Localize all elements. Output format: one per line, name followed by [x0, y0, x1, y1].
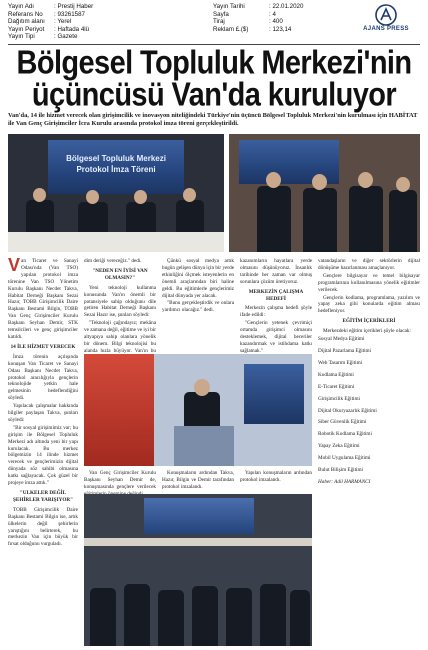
ajans-press-logo	[358, 4, 414, 32]
article-column-4	[240, 258, 312, 354]
paragraph: Merkezdeki eğitim içerikleri şöyle olacak:	[323, 328, 411, 335]
list-item: Dijital Pazarlama Eğitimi	[318, 347, 372, 354]
list-item: Yapay Zeka Eğitimi	[318, 443, 360, 450]
head-table	[84, 538, 312, 546]
intro-text: an Ticaret ve Sanayi Odası'nda (Van TSO) yapılan protokol imza törenine Van TSO Yönetim Kurulu Başkanı Necdet Takva, Habitat Derneği Başkanı Sezai Hazır, TOBB Girişimcilik Daire Başkanı Bestami Bilgin, TOBB Van Genç Girişimciler Kurulu Başkanı Seyhan Demir, STK temsilcileri ve genç girişimciler katıldı.	[8, 258, 78, 340]
list-item: E-Ticaret Eğitimi	[318, 383, 355, 390]
ajans-press-logo-icon	[375, 4, 397, 26]
paragraph: "Bunu gerçekleştirdik ve onlara yardımcı olacağız." dedi.	[162, 300, 234, 314]
side-photo-handshake	[229, 134, 420, 252]
meta-row: Reklam £.($) : 123,14	[213, 25, 292, 33]
lectern	[174, 426, 234, 466]
subhead: "NEDEN EN İYİSİ VAN OLMASIN?"	[92, 267, 148, 281]
person-head	[358, 172, 373, 188]
subhead: MERKEZİN ÇALIŞMA HEDEFİ	[248, 288, 304, 302]
list-item: Mobil Uygulama Eğitimi	[318, 455, 371, 462]
article-column-3	[162, 258, 234, 350]
paragraph: Gençlerin kodlama, programlama, yazılım ve yapay zeka gibi konularda eğitim alması hedefleniyor.	[318, 294, 420, 315]
person-head	[86, 190, 99, 204]
meta-row: Yayın Tipi : Gazete	[8, 33, 78, 41]
person-head	[312, 174, 327, 190]
meta-row: Yayın Adı : Prestij Haber	[8, 3, 94, 10]
logo-text: AJANS PRESS	[363, 26, 409, 32]
paragraph: Yeni teknoloji kullanma konusunda Van'ın önemli bir potansiyele sahip olduğunu dile getiren Habitat Derneği Başkanı Sezai Hazır ise, şunları söyledi:	[84, 284, 156, 319]
list-item: Sosyal Medya Eğitimi	[318, 336, 365, 343]
person-head	[33, 188, 46, 202]
paragraph: "Bir sosyal girişimimiz var; bu girişim ile Bölgesel Topluluk Merkezi adı altında yeni bir yapı kurulacak. Bu merkez bölgemizin 14 ilinde hizmet verecek ve gençlerimizin dijital dünyada söz sahibi olmasına katkı sağlayacak. Çok güzel bir projeye imza attık."	[8, 424, 78, 487]
main-photo-signing	[8, 134, 224, 252]
list-item: Siber Güvenlik Eğitimi	[318, 419, 367, 426]
audience-photo	[84, 494, 312, 646]
byline: Haber: Adil HARMANCI	[318, 478, 371, 485]
audience-member	[90, 588, 116, 646]
article-column-3-lower	[162, 470, 234, 490]
paragraph: kazanımların hayatlara yerde olmasını düşünüyoruz. İnsanlık tarihinde her zaman var olmuş sorunlara çözüm üretiyoruz.	[240, 258, 312, 285]
article-column-2	[84, 258, 156, 354]
article-column-4-lower	[240, 470, 312, 490]
presentation-screen	[48, 140, 184, 194]
paragraph: Çünkü sosyal medya artık bugün gelişen dünya için bir yerde etkinliğini ölçmek isteyenlerin en önemli araçlarından biri haline geldi. Bu eğitimlerle gençlerimiz dijital dünyada yer alacak.	[162, 258, 234, 299]
meta-row: Tiraj : 400	[213, 18, 283, 26]
list-item: Web Tasarım Eğitimi	[318, 359, 363, 366]
subhead: 14 İLE HİZMET VERECEK	[10, 343, 76, 350]
meta-right	[213, 3, 303, 33]
person	[303, 188, 337, 252]
person	[389, 190, 417, 252]
paragraph: Konuşmaların ardından Takva, Hazır, Bilgin ve Demir tarafından protokol imzalandı.	[162, 470, 234, 490]
paragraph: Yapılan konuşmaların ardından protokol imzalandı.	[240, 470, 312, 483]
paragraph: Merkezin çalışma hedefi şöyle ifade edildi:	[240, 305, 312, 319]
meta-row: Sayfa : 4	[213, 10, 276, 18]
audience-member	[260, 584, 286, 646]
person	[349, 186, 383, 252]
subhead: "ULKELER DEĞİL ŞEHİRLER YARIŞIYOR"	[12, 490, 73, 503]
audience-member	[226, 588, 252, 646]
lead-paragraph: Van'da, 14 ile hizmet verecek olan girişimcilik ve inovasyon niteliğindeki Türkiye'nin üçüncü Bölgesel Topluluk Merkezi'nin kurulması için HABİTAT ile Van Genç Girişimciler İcra Kurulu arasında protokol imza töreni gerçekleştirildi.	[8, 112, 418, 127]
person-head	[266, 172, 281, 188]
headline-line-2: üçüncüsü Van'da kuruluyor	[31, 76, 397, 114]
person	[257, 186, 291, 252]
subhead: EĞİTİM İÇERİKLERİ	[342, 318, 396, 325]
paragraph: dim deriği vereceğiz." dedi.	[84, 258, 142, 264]
audience-member	[290, 590, 310, 646]
paragraph: "Teknoloji çağındayız; mekâna ve zamana değil, eğitime ve iyi bir altyapıya sahip olanlara yönelik bir dönem. Bilgi teknolojisi bu alanda hızla büyüyor. Van'ın bu	[84, 320, 156, 354]
list-item: Kodlama Eğitimi	[318, 371, 354, 378]
paragraph: "Gençlerin yetenek çevrimiçi ortamda girişimci olmasını desteklemek, dijital beceriler kazandırmak ve istihdama katkı sağlamak."	[240, 320, 312, 354]
person-head	[134, 190, 147, 204]
audience-member	[124, 584, 150, 646]
audience-member	[192, 586, 218, 646]
article-column-2-lower	[84, 470, 156, 490]
paragraph: Gençlere bilgisayar ve temel bilgisayar programlarının kullanılmasına yönelik eğitimler verilecek.	[318, 272, 420, 293]
speech-photo	[84, 354, 312, 466]
paragraph: Van Genç Girişimciler Kurulu Başkanı Seyhan Demir de, konuşmasında gençlere verilecek	[84, 470, 156, 490]
signing-table	[8, 232, 224, 252]
paragraph: Yapılacak çalışmalar hakkında bilgiler paylaşan Takva, şunları söyledi:	[8, 403, 78, 423]
banner-stand	[84, 354, 154, 466]
list-item: Dijital Okuryazarlık Eğitimi	[318, 407, 377, 414]
person-head	[396, 177, 410, 192]
presentation-screen	[244, 364, 304, 424]
audience-member	[158, 590, 184, 646]
article-column-5	[318, 258, 420, 646]
screen-subtitle: Protokol İmza Töreni	[76, 165, 156, 174]
meta-left	[8, 3, 93, 41]
headline-line-1: Bölgesel Topluluk Merkezi'nin	[16, 44, 412, 82]
speaker-head	[194, 379, 210, 396]
meta-row: Dağıtım alanı : Yerel	[8, 18, 72, 26]
drop-cap: V	[8, 255, 21, 275]
paragraph: vatandaşların ve diğer sektörlerin dijital dönüşüme hazırlanması amaçlanıyor.	[318, 258, 420, 271]
meta-row: Referans No : 93261587	[8, 10, 85, 18]
list-item: Bulut Bilişim Eğitimi	[318, 467, 363, 474]
person-head	[183, 188, 196, 202]
presentation-screen	[144, 498, 254, 534]
list-item: Robotik Kodlama Eğitimi	[318, 431, 372, 438]
screen-title: Bölgesel Topluluk Merkezi	[66, 154, 166, 163]
paragraph: İmza törenin açılışında konuşan Van Ticaret ve Sanayi Odası Başkanı Necdet Takva, protokol aracılığıyla gençlerin teknolojide yetkin hale gelmesinin hedeflendiğini söyledi.	[8, 353, 78, 402]
article-column-1	[8, 255, 78, 646]
paragraph: TOBB Girişimcilik Daire Başkanı Bestami Bilgin ise, artık ülkelerin değil şehirlerin yarıştığını belirterek, bu merkezin Van için büyük bir fırsat olduğunu vurguladı.	[8, 506, 78, 548]
meta-row: Yayın Tarihi : 22.01.2020	[213, 3, 304, 10]
list-item: Girişimcilik Eğitimi	[318, 395, 360, 402]
meta-row: Yayın Periyot : Haftada 4lü	[8, 25, 90, 33]
